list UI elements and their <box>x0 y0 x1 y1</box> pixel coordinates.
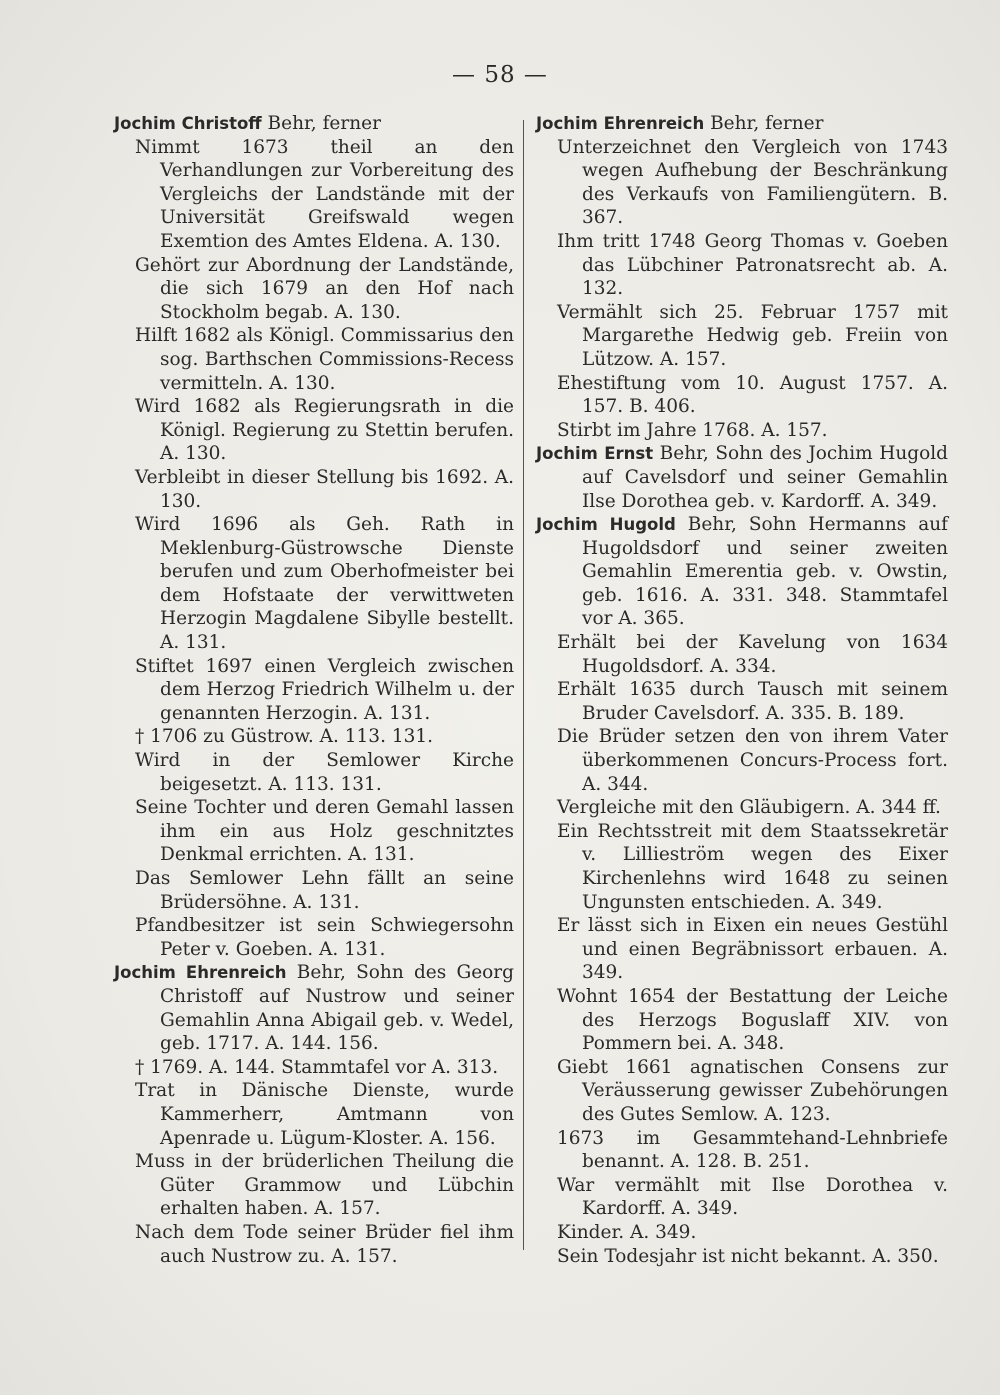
entry-intro: Behr, Sohn Hermanns auf Hugoldsdorf und seiner zweiten Gemahlin Emerentia geb. v. Owstin, geb. 1616. A. 331. 348. Stammtafel vor A. 365. <box>582 514 948 630</box>
entry-item: Seine Tochter und deren Gemahl lassen ihm ein aus Holz geschnitztes Denkmal errichten. A. 131. <box>135 797 514 866</box>
entry-item: Ehestiftung vom 10. August 1757. A. 157. B. 406. <box>557 372 948 418</box>
entry-item: Die Brüder setzen den von ihrem Vater überkommenen Concurs-Process fort. A. 344. <box>557 726 948 795</box>
page-number: — 58 — <box>452 62 548 88</box>
entry-item: Giebt 1661 agnatischen Consens zur Veräusserung gewisser Zubehörungen des Gutes Semlow. A. 123. <box>557 1056 948 1125</box>
entry-item: Sein Todesjahr ist nicht bekannt. A. 350. <box>557 1245 939 1267</box>
entry-item: 1673 im Gesammtehand-Lehnbriefe benannt. A. 128. B. 251. <box>557 1127 948 1173</box>
entry-item: Vergleiche mit den Gläubigern. A. 344 ff. <box>557 797 941 819</box>
entry-heading <box>536 513 948 631</box>
entry-item: Nimmt 1673 theil an den Verhandlungen zur Vorbereitung des Vergleichs der Landstände mit der Universität Greifswald wegen Exemtion des Amtes Eldena. A. 130. <box>135 136 514 252</box>
entry-item: Nach dem Tode seiner Brüder fiel ihm auch Nustrow zu. A. 157. <box>135 1221 514 1267</box>
entry-item: Gehört zur Abordnung der Landstände, die sich 1679 an den Hof nach Stockholm begab. A. 130. <box>135 254 514 323</box>
entry-item: Ihm tritt 1748 Georg Thomas v. Goeben das Lübchiner Patronatsrecht ab. A. 132. <box>557 230 948 300</box>
entry-item: Ein Rechtsstreit mit dem Staatssekretär v. Lillieström wegen des Eixer Kirchenlehns wird 1648 zu seinen Ungunsten entschieden. A. 349. <box>557 820 948 913</box>
entry-intro: Behr, Sohn des Jochim Hugold auf Cavelsdorf und seiner Gemahlin Ilse Dorothea geb. v. Kardorff. A. 349. <box>582 443 948 512</box>
left-column <box>114 112 514 1268</box>
entry-item: Erhält 1635 durch Tausch mit seinem Bruder Cavelsdorf. A. 335. B. 189. <box>557 679 948 724</box>
column-divider <box>523 120 524 1250</box>
entry-item: Das Semlower Lehn fällt an seine Brüdersöhne. A. 131. <box>135 868 514 913</box>
index-entry <box>536 442 948 513</box>
entry-item: War vermählt mit Ilse Dorothea v. Kardorff. A. 349. <box>557 1174 948 1220</box>
right-column <box>536 112 948 1268</box>
entry-intro: Behr, ferner <box>261 113 381 134</box>
entry-item: Wohnt 1654 der Bestattung der Leiche des Herzogs Boguslaff XIV. von Pommern bei. A. 348. <box>557 985 948 1055</box>
entry-item: Stirbt im Jahre 1768. A. 157. <box>557 419 828 441</box>
entry-heading <box>114 961 514 1055</box>
entry-name: Jochim Ehrenreich <box>114 963 287 983</box>
entry-item: Wird in der Semlower Kirche beigesetzt. A. 113. 131. <box>135 750 514 795</box>
index-entry <box>536 513 948 1268</box>
entry-item: † 1769. A. 144. Stammtafel vor A. 313. <box>135 1056 499 1078</box>
entry-item: Vermählt sich 25. Februar 1757 mit Margarethe Hedwig geb. Freiin von Lützow. A. 157. <box>557 301 948 370</box>
index-entry <box>536 112 948 442</box>
entry-intro: Behr, Sohn des Georg Christoff auf Nustrow und seiner Gemahlin Anna Abigail geb. v. Wedel, geb. 1717. A. 144. 156. <box>160 962 514 1055</box>
entry-item: † 1706 zu Güstrow. A. 113. 131. <box>135 726 434 748</box>
entry-item: Stiftet 1697 einen Vergleich zwischen dem Herzog Friedrich Wilhelm u. der genannten Herzogin. A. 131. <box>135 655 514 724</box>
index-entry <box>114 961 514 1268</box>
entry-intro: Behr, ferner <box>704 113 824 134</box>
entry-name: Jochim Ernst <box>536 444 654 464</box>
entry-item: Unterzeichnet den Vergleich von 1743 wegen Aufhebung der Beschränkung des Verkaufs von Familiengütern. B. 367. <box>557 136 948 229</box>
entry-heading <box>114 112 514 136</box>
index-entry <box>114 112 514 961</box>
entry-item: Wird 1682 als Regierungsrath in die Königl. Regierung zu Stettin berufen. A. 130. <box>135 396 514 465</box>
entry-item: Hilft 1682 als Königl. Commissarius den sog. Barthschen Commissions-Recess vermitteln. A. 130. <box>135 325 514 394</box>
entry-heading <box>536 442 948 513</box>
entry-item: Verbleibt in dieser Stellung bis 1692. A. 130. <box>135 466 514 512</box>
entry-item: Muss in der brüderlichen Theilung die Güter Grammow und Lübchin erhalten haben. A. 157. <box>135 1151 514 1220</box>
entry-item: Erhält bei der Kavelung von 1634 Hugoldsdorf. A. 334. <box>557 632 948 677</box>
entry-name: Jochim Christoff <box>114 114 262 133</box>
entry-item: Pfandbesitzer ist sein Schwiegersohn Peter v. Goeben. A. 131. <box>135 915 514 960</box>
entry-item: Er lässt sich in Eixen ein neues Gestühl und einen Begräbnissort erbauen. A. 349. <box>557 915 948 984</box>
entry-name: Jochim Hugold <box>536 515 676 535</box>
entry-item: Wird 1696 als Geh. Rath in Meklenburg-Güstrowsche Dienste berufen und zum Oberhofmeister bei dem Hofstaate der verwittweten Herzogin Magdalene Sibylle bestellt. A. 131. <box>135 514 514 654</box>
entry-item: Kinder. A. 349. <box>557 1221 697 1243</box>
entry-name: Jochim Ehrenreich <box>536 114 705 133</box>
entry-item: Trat in Dänische Dienste, wurde Kammerherr, Amtmann von Apenrade u. Lügum-Kloster. A. 156. <box>135 1080 514 1149</box>
entry-heading <box>536 112 948 136</box>
